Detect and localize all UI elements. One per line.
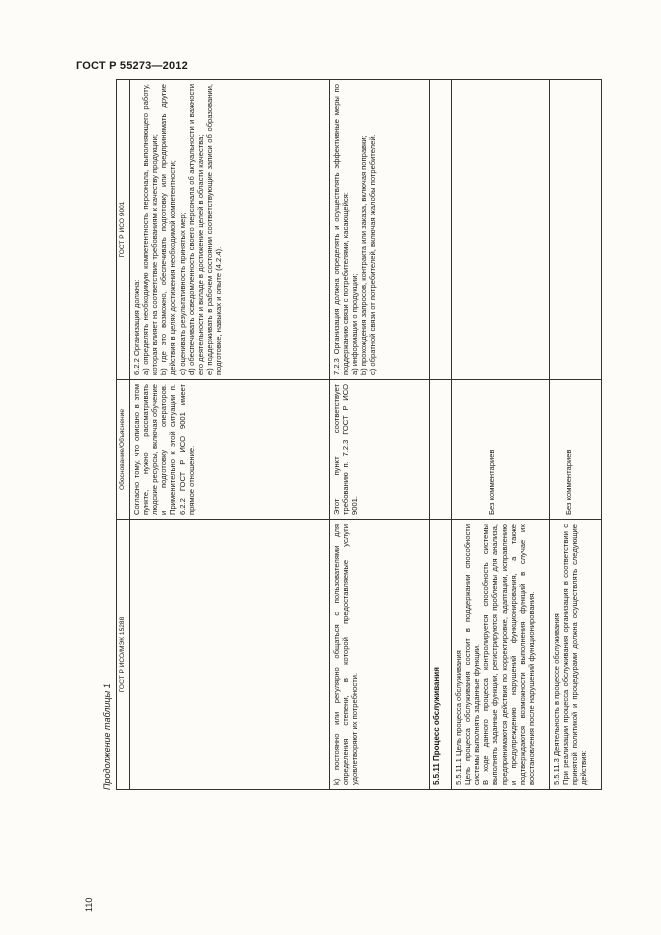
table-row <box>130 80 330 790</box>
cell-text: Согласно тому, что описано в этом пункте, нужно рассматривать людские ресурсы, включая обучение и подготовку операторов. Применительно к этой ситуации п. 6.2.2 ГОСТ Р ИСО 9001 имеет прямое отношение. <box>132 384 196 515</box>
section-title: 5.5.11 Процесс обслуживания <box>430 520 452 790</box>
table-caption: Продолжение таблицы 1 <box>102 683 112 790</box>
comparison-table <box>116 79 602 790</box>
cell-justification <box>330 380 430 520</box>
table-row <box>452 80 550 790</box>
cell-iso9001 <box>130 80 330 380</box>
cell-iso15288 <box>130 520 330 790</box>
cell-iso9001 <box>550 80 602 380</box>
column-header-iso9001: ГОСТ Р ИСО 9001 <box>117 80 130 380</box>
cell-empty <box>430 80 452 380</box>
cell-text: Этот пункт соответствует требованию п. 7.2.3 ГОСТ Р ИСО 9001. <box>332 384 360 515</box>
column-header-justification: Обоснование/Объяснение <box>117 380 130 520</box>
table-row <box>330 80 430 790</box>
table-header-row <box>117 80 130 790</box>
cell-iso15288 <box>452 520 550 790</box>
cell-iso15288 <box>550 520 602 790</box>
cell-text: 7.2.3 Организация должна определять и осуществлять эффективные меры по поддержанию связи с потребителями, касающейся: a) информации о продукции; b) прохождения запросов, контракта или заказа, включая поправки; c) обратной связи от потребителей, включая жалобы потребителей. <box>332 84 378 375</box>
cell-iso9001 <box>330 80 430 380</box>
cell-iso15288 <box>330 520 430 790</box>
cell-empty <box>430 380 452 520</box>
column-header-iso15288: ГОСТ Р ИСО/МЭК 15288 <box>117 520 130 790</box>
cell-text: Без комментариев <box>487 449 496 515</box>
landscape-content <box>86 76 598 912</box>
cell-text: 5.5.11.3 Деятельность в процессе обслуживания При реализации процесса обслуживания организация в соответствии с принятой политикой и процедурами должна осуществлять следующие действия: <box>552 524 589 785</box>
cell-justification <box>550 380 602 520</box>
table-row <box>550 80 602 790</box>
cell-justification <box>452 380 550 520</box>
cell-text: 5.5.11.1 Цель процесса обслуживания Цель процесса обслуживания состоит в поддержании способности системы выполнять заданные функции. В ходе данного процесса контролируется способность системы выполнять заданные функции, регистрируются проблемы для анализа, предпринимаются действия по корректировке, адаптации, исправлению и предупреждению нарушений функционирования, а также подтверждаются возможности выполнения функций в случае их восстановления после нарушений функционирования. <box>454 524 536 785</box>
page-number: 110 <box>84 897 94 912</box>
cell-text: k) постоянно или регулярно общаться с пользователями для определения степени, в которой предоставляемые услуги удовлетворяют их потребности. <box>332 524 360 785</box>
cell-justification <box>130 380 330 520</box>
standard-code: ГОСТ Р 55273—2012 <box>76 60 188 72</box>
cell-text: Без комментариев <box>564 449 573 515</box>
section-row <box>430 80 452 790</box>
cell-iso9001 <box>452 80 550 380</box>
cell-text: 6.2.2 Организация должна: a) определять необходимую компетентность персонала, выполняющего работу, которая влияет на соответствие требованиям к качеству продукции; b) где это возможно, обеспечивать подготовку или предпринимать другие действия в целях достижения необходимой компетентности; c) оценивать результативность принятых мер; d) обеспечивать осведомленность своего персонала об актуальности и важности его деятельности и вкладе в достижение целей в области качества; e) поддерживать в рабочем состоянии соответствующие записи об образовании, подготовке, навыках и опыте (4.2.4). <box>132 84 223 375</box>
